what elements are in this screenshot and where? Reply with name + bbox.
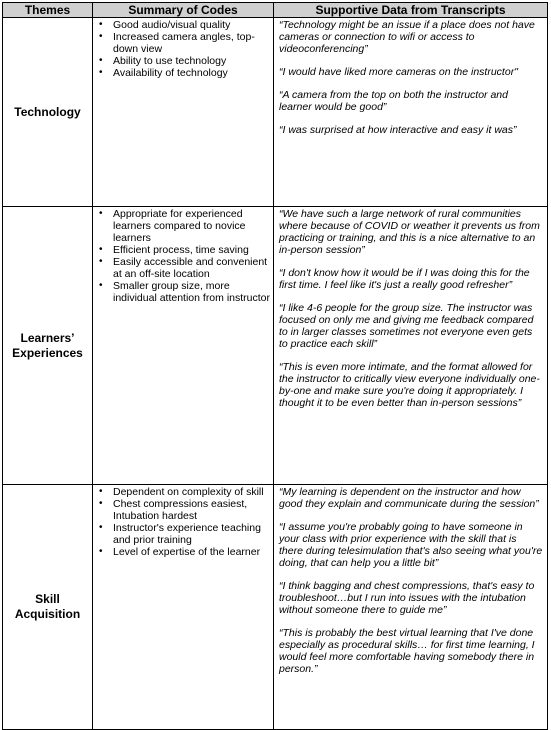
quote: “I was surprised at how interactive and easy it was” xyxy=(279,124,517,136)
codes-cell xyxy=(93,207,274,485)
list-item: • Easily accessible and convenient at an off-site location xyxy=(93,256,273,280)
list-item: • Appropriate for experienced learners compared to novice learners xyxy=(93,208,273,244)
codes-list xyxy=(93,486,273,558)
table-row xyxy=(3,207,548,485)
list-item: • Smaller group size, more individual attention from instructor xyxy=(93,280,273,304)
table-row xyxy=(3,18,548,207)
codes-cell xyxy=(93,18,274,207)
list-item: • Increased camera angles, top-down view xyxy=(93,31,273,55)
list-item: • Availability of technology xyxy=(93,67,273,79)
quote: “Technology might be an issue if a place does not have cameras or connection to wifi or access to videoconferencing” xyxy=(279,19,535,55)
header-themes: Themes xyxy=(3,3,93,18)
quote: “This is probably the best virtual learning that I've done especially as procedural skills… for first time learning, I would feel more comfortable having somebody there in person.” xyxy=(279,627,535,675)
header-summary-of-codes: Summary of Codes xyxy=(93,3,274,18)
quotes-cell xyxy=(274,207,548,485)
codes-list xyxy=(93,208,273,304)
quote: “I would have liked more cameras on the instructor" xyxy=(279,66,518,78)
quotes-cell xyxy=(274,485,548,730)
quotes-cell xyxy=(274,18,548,207)
quote: “I assume you're probably going to have someone in your class with prior experience with the skill that is there during telesimulation that's also seeing what you're doing, that can help you a little bit” xyxy=(279,521,543,569)
header-supportive-data: Supportive Data from Transcripts xyxy=(274,3,548,18)
quote: “We have such a large network of rural communities where because of COVID or weather it prevents us from practicing or training, and this is a nice alternative to an in-person session” xyxy=(279,208,540,256)
list-item: • Ability to use technology xyxy=(93,55,273,67)
quote: “I think bagging and chest compressions, that's easy to troubleshoot…but I run into issues with the intubation without someone there to guide me” xyxy=(279,580,535,616)
codes-cell xyxy=(93,485,274,730)
codes-list xyxy=(93,19,273,79)
list-item: • Chest compressions easiest, Intubation hardest xyxy=(93,498,273,522)
list-item: • Good audio/visual quality xyxy=(93,19,273,31)
quote: “A camera from the top on both the instructor and learner would be good” xyxy=(279,89,508,113)
table-row xyxy=(3,485,548,730)
list-item: • Dependent on complexity of skill xyxy=(93,486,273,498)
theme-learners-experiences: Learners’ Experiences xyxy=(3,207,93,485)
quote: “This is even more intimate, and the format allowed for the instructor to critically view everyone individually one-by-one and make sure you're doing it appropriately. I thought it to be even better than in-person sessions” xyxy=(279,361,540,409)
list-item: • Efficient process, time saving xyxy=(93,244,273,256)
quote: “I don't know how it would be if I was doing this for the first time. I feel like it's just a really good refresher” xyxy=(279,267,530,291)
quote: “I like 4-6 people for the group size. The instructor was focused on only me and giving me feedback compared to in larger classes sometimes not everyone even gets to practice each skill” xyxy=(279,302,534,350)
list-item: • Level of expertise of the learner xyxy=(93,546,273,558)
theme-technology: Technology xyxy=(3,18,93,207)
theme-skill-acquisition: Skill Acquisition xyxy=(3,485,93,730)
list-item: • Instructor's experience teaching and prior training xyxy=(93,522,273,546)
quote: “My learning is dependent on the instructor and how good they explain and communicate during the session” xyxy=(279,486,539,510)
themes-table xyxy=(2,2,548,730)
header-row xyxy=(3,3,548,18)
